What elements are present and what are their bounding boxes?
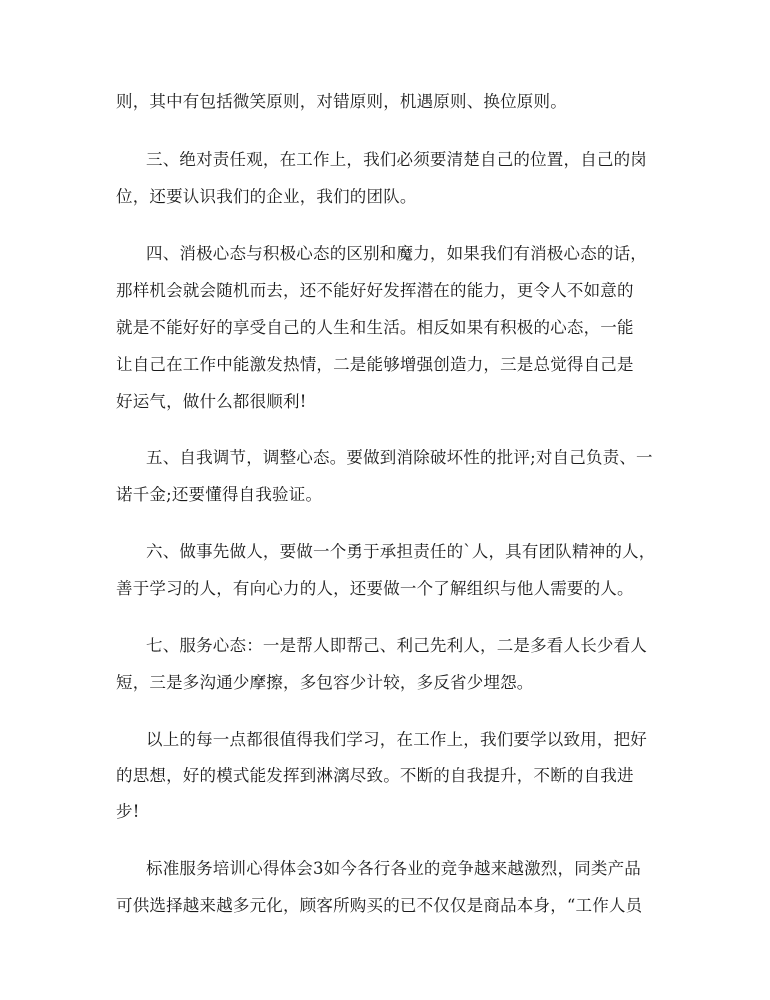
paragraph-first-line: 四、消极心态与积极心态的区别和魔力，如果我们有消极心态的话， xyxy=(146,244,647,263)
text-line: 的思想，好的模式能发挥到淋漓尽致。不断的自我提升，不断的自我进 xyxy=(116,766,634,785)
paragraph-first-line: 以上的每一点都很值得我们学习，在工作上，我们要学以致用，把好 xyxy=(146,730,647,749)
text-line: 位，还要认识我们的企业，我们的团队。 xyxy=(116,187,417,206)
paragraph-first-line: 三、绝对责任观，在工作上，我们必须要清楚自己的位置，自己的岗 xyxy=(146,150,647,169)
text-line: 步! xyxy=(116,802,140,821)
text-line: 那样机会就会随机而去，还不能好好发挥潜在的能力，更令人不如意的 xyxy=(116,281,634,300)
text-line: 短，三是多沟通少摩擦，多包容少计较，多反省少埋怨。 xyxy=(116,673,534,692)
paragraph-first-line: 标准服务培训心得体会3如今各行各业的竞争越来越激烈，同类产品 xyxy=(146,859,641,878)
text-line: 好运气，做什么都很顺利! xyxy=(116,392,307,411)
text-line: 就是不能好好的享受自己的人生和生活。相反如果有积极的心态，一能 xyxy=(116,318,634,337)
paragraph-first-line: 七、服务心态：一是帮人即帮己、利己先利人，二是多看人长少看人 xyxy=(146,636,647,655)
text-line: 善于学习的人，有向心力的人，还要做一个了解组织与他人需要的人。 xyxy=(116,579,634,598)
text-line: 诺千金;还要懂得自我验证。 xyxy=(116,485,323,504)
text-line: 让自己在工作中能激发热情，二是能够增强创造力，三是总觉得自己是 xyxy=(116,355,634,374)
text-line: 可供选择越来越多元化，顾客所购买的已不仅仅是商品本身，“工作人员 xyxy=(116,896,643,915)
paragraph-first-line: 六、做事先做人，要做一个勇于承担责任的`人，具有团队精神的人， xyxy=(146,542,656,561)
text-line: 则，其中有包括微笑原则，对错原则，机遇原则、换位原则。 xyxy=(116,92,567,111)
paragraph-first-line: 五、自我调节，调整心态。要做到消除破坏性的批评;对自己负责、一 xyxy=(146,448,653,467)
